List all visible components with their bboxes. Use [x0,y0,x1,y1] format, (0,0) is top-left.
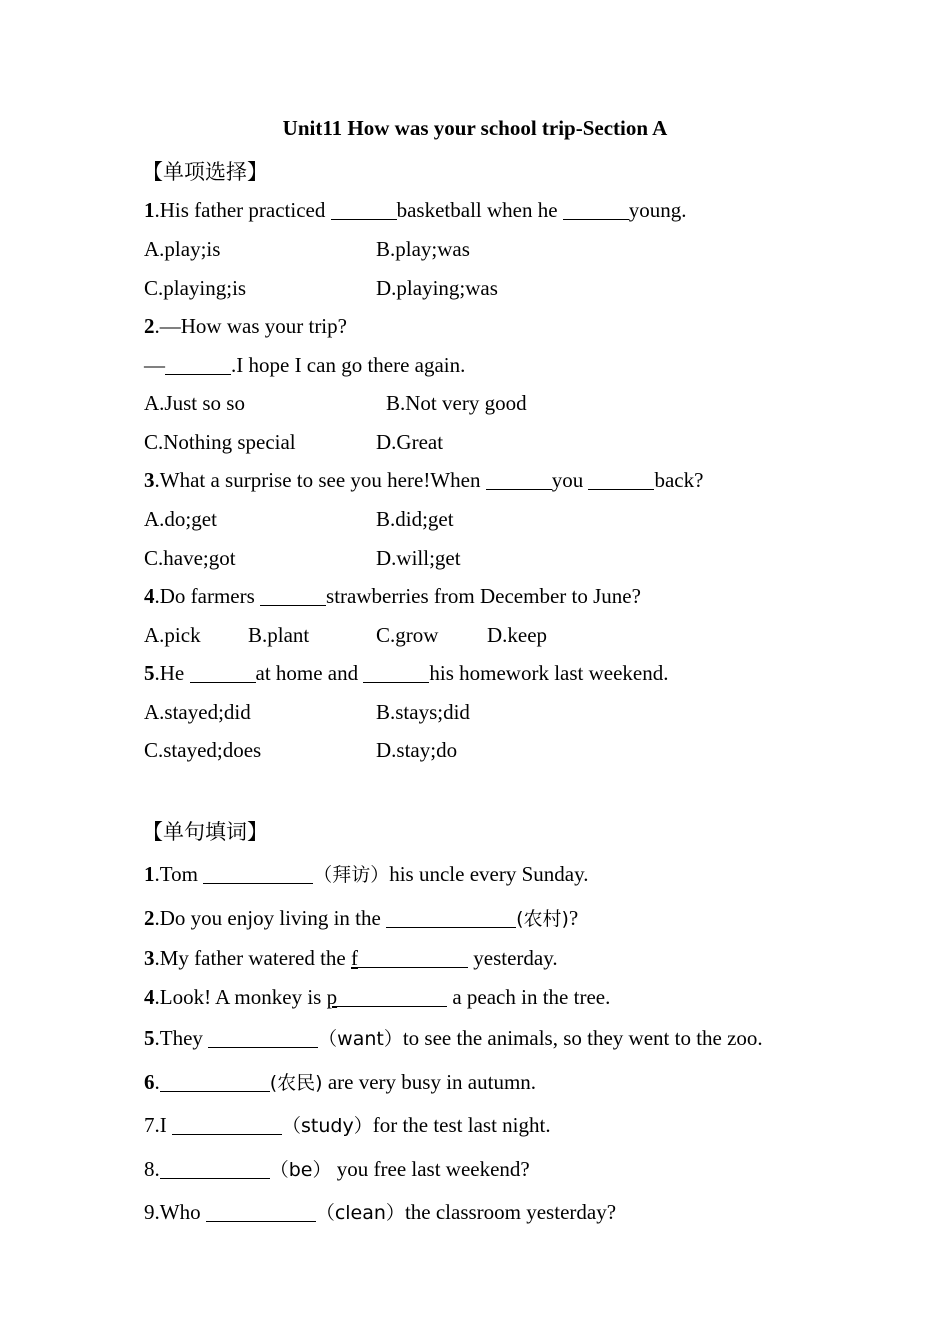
answer-blank[interactable] [486,468,552,490]
option-c[interactable]: C.stayed;does [144,738,262,762]
answer-blank[interactable] [160,1157,270,1179]
question-4: 4.Do farmers strawberries from December to June? [144,584,641,608]
fill-item-7: 7.I （study）for the test last night. [144,1113,551,1137]
option-c[interactable]: C.grow [376,623,439,647]
fill-item-4: 4.Look! A monkey is p a peach in the tree. [144,985,611,1009]
question-3: 3.What a surprise to see you here!When you back? [144,468,704,492]
answer-blank[interactable] [190,661,256,683]
option-b[interactable]: B.Not very good [386,391,527,415]
option-b[interactable]: B.plant [248,623,310,647]
fill-item-2: 2.Do you enjoy living in the (农村)? [144,906,579,930]
question-2-reply: — .I hope I can go there again. [144,353,466,377]
option-d[interactable]: D.will;get [376,546,461,570]
answer-blank[interactable] [358,946,468,968]
answer-blank[interactable] [588,468,654,490]
option-a[interactable]: A.Just so so [144,391,245,415]
option-a[interactable]: A.play;is [144,237,221,261]
fill-item-8: 8. （be） you free last weekend? [144,1157,530,1181]
answer-blank[interactable] [165,353,231,375]
fill-item-5: 5.They （want）to see the animals, so they went to the zoo. [144,1026,763,1050]
answer-blank[interactable] [363,661,429,683]
answer-blank[interactable] [563,198,629,220]
question-2: 2.—How was your trip? [144,314,347,338]
answer-blank[interactable] [337,985,447,1007]
answer-blank[interactable] [260,584,326,606]
option-d[interactable]: D.keep [487,623,548,647]
answer-blank[interactable] [203,862,313,884]
option-d[interactable]: D.Great [376,430,444,454]
answer-blank[interactable] [172,1113,282,1135]
section-heading-fill-in: 【单句填词】 [142,820,268,844]
question-1: 1.His father practiced basketball when he young. [144,198,687,222]
answer-blank[interactable] [331,198,397,220]
option-d[interactable]: D.playing;was [376,276,498,300]
option-b[interactable]: B.did;get [376,507,454,531]
option-d[interactable]: D.stay;do [376,738,458,762]
answer-blank[interactable] [386,906,516,928]
question-5: 5.He at home and his homework last weekend. [144,661,669,685]
section-heading-multiple-choice: 【单项选择】 [142,160,268,184]
answer-blank[interactable] [206,1200,316,1222]
answer-blank[interactable] [208,1026,318,1048]
option-a[interactable]: A.pick [144,623,201,647]
option-a[interactable]: A.do;get [144,507,217,531]
fill-item-3: 3.My father watered the f yesterday. [144,946,558,970]
option-a[interactable]: A.stayed;did [144,700,251,724]
fill-item-9: 9.Who （clean）the classroom yesterday? [144,1200,617,1224]
option-c[interactable]: C.Nothing special [144,430,296,454]
option-b[interactable]: B.play;was [376,237,470,261]
option-b[interactable]: B.stays;did [376,700,470,724]
answer-blank[interactable] [160,1070,270,1092]
option-c[interactable]: C.have;got [144,546,236,570]
option-c[interactable]: C.playing;is [144,276,247,300]
fill-item-1: 1.Tom （拜访）his uncle every Sunday. [144,862,589,886]
page-title: Unit11 How was your school trip-Section A [282,116,668,140]
fill-item-6: 6. (农民) are very busy in autumn. [144,1070,537,1094]
